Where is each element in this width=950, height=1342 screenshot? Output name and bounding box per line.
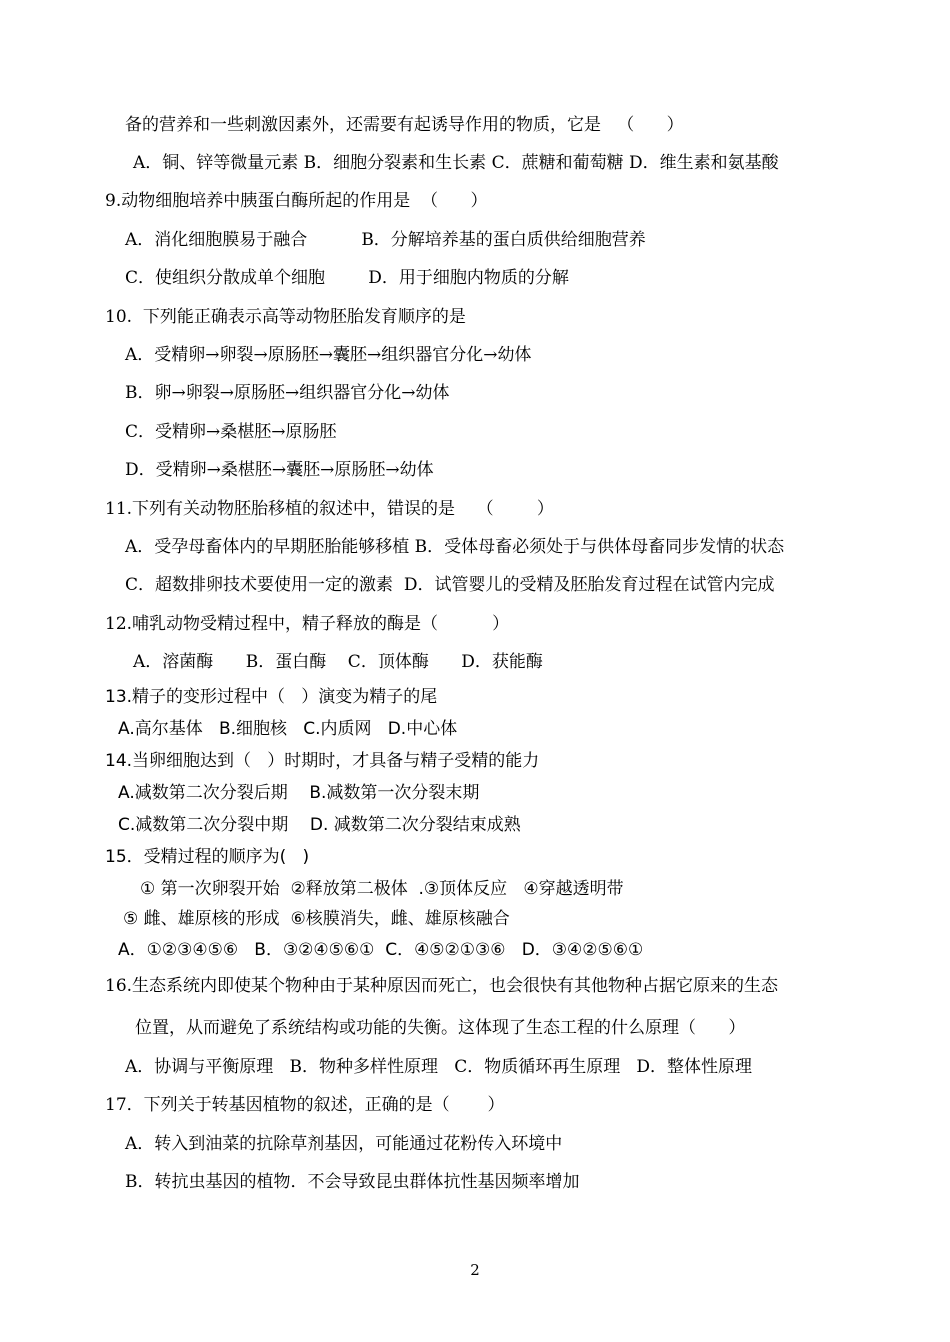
q17-option-b: B．转抗虫基因的植物．不会导致昆虫群体抗性基因频率增加 [125,1172,580,1192]
page-number: 2 [470,1261,480,1279]
q17-option-a: A．转入到油菜的抗除草剂基因，可能通过花粉传入环境中 [125,1134,563,1154]
q8-options: A．铜、锌等微量元素 B．细胞分裂素和生长素 C．蔗糖和葡萄糖 D．维生素和氨基酸 [133,153,779,173]
q9-stem: 9.动物细胞培养中胰蛋白酶所起的作用是 （ ） [105,191,488,211]
q12-stem: 12.哺乳动物受精过程中，精子释放的酶是（ ） [105,614,510,634]
q14-stem: 14.当卵细胞达到（ ）时期时，才具备与精子受精的能力 [105,751,540,771]
q9-options-cd: C．使组织分散成单个细胞 D．用于细胞内物质的分解 [125,268,569,288]
q15-options: A．①②③④⑤⑥ B．③②④⑤⑥① C．④⑤②①③⑥ D．③④②⑤⑥① [118,940,644,960]
q11-options-ab: A．受孕母畜体内的早期胚胎能够移植 B．受体母畜必须处于与供体母畜同步发情的状态 [125,537,785,557]
q11-options-cd: C．超数排卵技术要使用一定的激素 D．试管婴儿的受精及胚胎发育过程在试管内完成 [125,575,775,595]
q10-option-b: B．卵→卵裂→原肠胚→组织器官分化→幼体 [125,383,450,403]
q15-steps-2: ⑤ 雌、雄原核的形成 ⑥核膜消失，雌、雄原核融合 [123,909,510,929]
q11-stem: 11.下列有关动物胚胎移植的叙述中，错误的是 （ ） [105,499,554,519]
q10-option-c: C．受精卵→桑椹胚→原肠胚 [125,422,337,442]
q8-stem-continued: 备的营养和一些刺激因素外，还需要有起诱导作用的物质，它是 （ ） [125,115,684,135]
q9-options-ab: A．消化细胞膜易于融合 B．分解培养基的蛋白质供给细胞营养 [125,230,646,250]
q14-options-ab: A.减数第二次分裂后期 B.减数第一次分裂末期 [118,783,480,803]
q12-options: A．溶菌酶 B．蛋白酶 C．顶体酶 D．获能酶 [133,652,543,672]
q10-option-d: D．受精卵→桑椹胚→囊胚→原肠胚→幼体 [125,460,434,480]
q10-option-a: A．受精卵→卵裂→原肠胚→囊胚→组织器官分化→幼体 [125,345,532,365]
q15-steps-1: ① 第一次卵裂开始 ②释放第二极体 .③顶体反应 ④穿越透明带 [140,879,624,899]
q13-options: A.高尔基体 B.细胞核 C.内质网 D.中心体 [118,719,458,739]
q16-stem-continued: 位置，从而避免了系统结构或功能的失衡。这体现了生态工程的什么原理（ ） [135,1018,746,1038]
q13-stem: 13.精子的变形过程中（ ）演变为精子的尾 [105,687,438,707]
q16-options: A．协调与平衡原理 B．物种多样性原理 C．物质循环再生原理 D．整体性原理 [125,1057,753,1077]
q15-stem: 15．受精过程的顺序为( ) [105,847,310,867]
q10-stem: 10. 下列能正确表示高等动物胚胎发育顺序的是 [105,307,466,327]
q14-options-cd: C.减数第二次分裂中期 D. 减数第二次分裂结束成熟 [118,815,521,835]
q16-stem: 16.生态系统内即使某个物种由于某种原因而死亡，也会很快有其他物种占据它原来的生态 [105,976,779,996]
q17-stem: 17．下列关于转基因植物的叙述，正确的是（ ） [105,1095,505,1115]
